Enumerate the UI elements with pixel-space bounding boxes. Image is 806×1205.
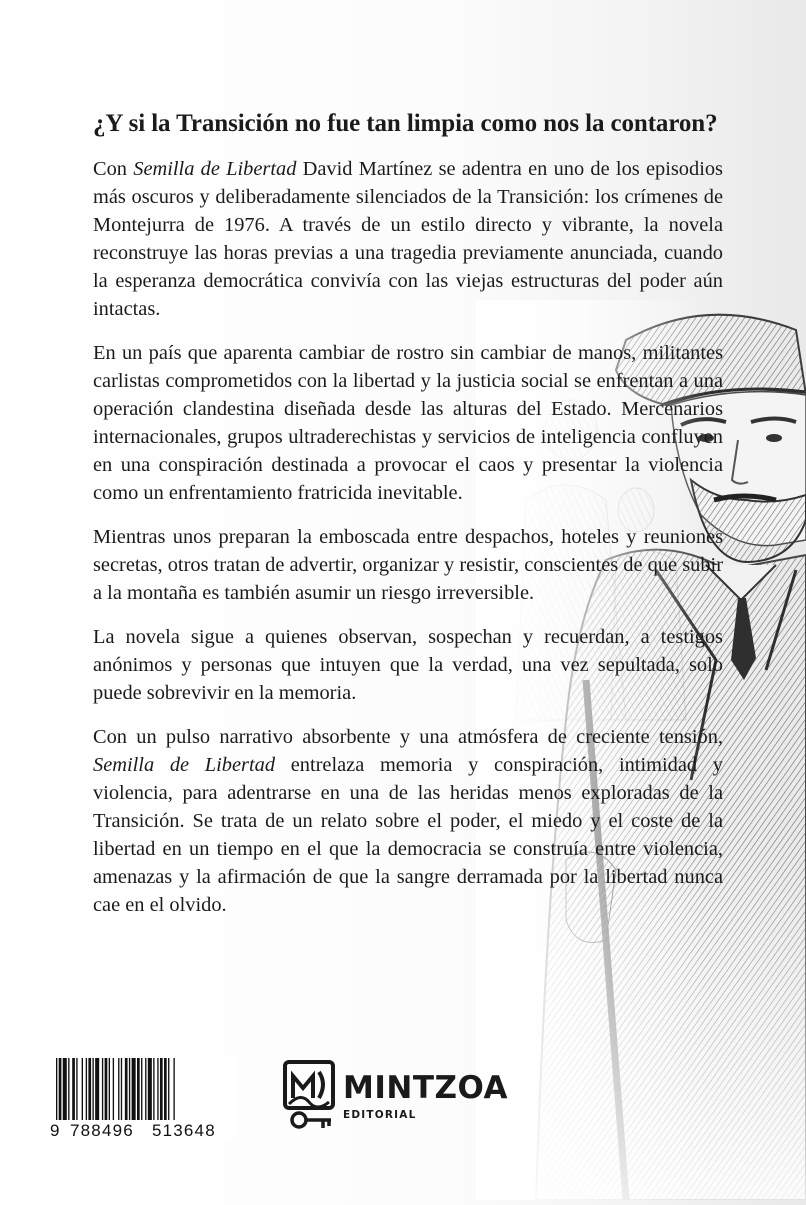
isbn-first-digit: 9 [50,1121,61,1140]
p5-lead: Con un pulso narrativo absorbente y una atmósfera de creciente tensión, [93,726,723,749]
isbn-number [48,1121,236,1141]
p1-text: David Martínez se adentra en uno de los episodios más oscuros y deliberadamente silenciados de la Transición: los crímenes de Montejurra de 1976. A través de un estilo directo y vibrante, la novela reconstruye las horas previas a una tragedia previamente anunciada, cuando la esperanza democrática convivía con las viejas estructuras del poder aún intactas. [93,158,723,321]
p1-lead: Con [93,158,134,181]
publisher-logo [281,1058,521,1138]
barcode-bars [56,1058,228,1120]
headline: ¿Y si la Transición no fue tan limpia como nos la contaron? [93,110,718,137]
book-title: Semilla de Libertad [93,754,276,777]
paragraph-2: En un país que aparenta cambiar de rostro sin cambiar de manos, militantes carlistas comprometidos con la libertad y la justicia social se enfrentan a una operación clandestina diseñada desde las alturas del Estado. Mercenarios internacionales, grupos ultraderechistas y servicios de inteligencia confluyen en una conspiración destinada a provocar el caos y presentar la violencia como un enfrentamiento fratricida inevitable. [93,342,723,505]
paragraph-4: La novela sigue a quienes observan, sospechan y recuerdan, a testigos anónimos y personas que intuyen que la verdad, una vez sepultada, solo puede sobrevivir en la memoria. [93,626,723,705]
publisher-subtitle: EDITORIAL [343,1109,417,1121]
paragraph-1 [93,155,723,323]
isbn-barcode [48,1058,236,1140]
back-cover-text [93,108,723,935]
paragraph-3: Mientras unos preparan la emboscada entre despachos, hoteles y reuniones secretas, otros tratan de advertir, organizar y resistir, conscientes de que subir a la montaña es también asumir un riesgo irreversible. [93,526,723,605]
isbn-group-2: 513648 [151,1121,216,1140]
paragraph-5 [93,723,723,919]
p5-text: entrelaza memoria y conspiración, intimidad y violencia, para adentrarse en una de las heridas menos exploradas de la Transición. Se trata de un relato sobre el poder, el miedo y el coste de la libertad en un tiempo en el que la democracia se construía entre violencia, amenazas y la afirmación de que la sangre derramada por la libertad nunca cae en el olvido. [93,754,723,917]
isbn-group-1: 788496 [70,1121,134,1140]
book-title: Semilla de Libertad [133,158,297,181]
publisher-name: MINTZOA [343,1070,508,1106]
mintzoa-emblem-icon [281,1058,337,1136]
